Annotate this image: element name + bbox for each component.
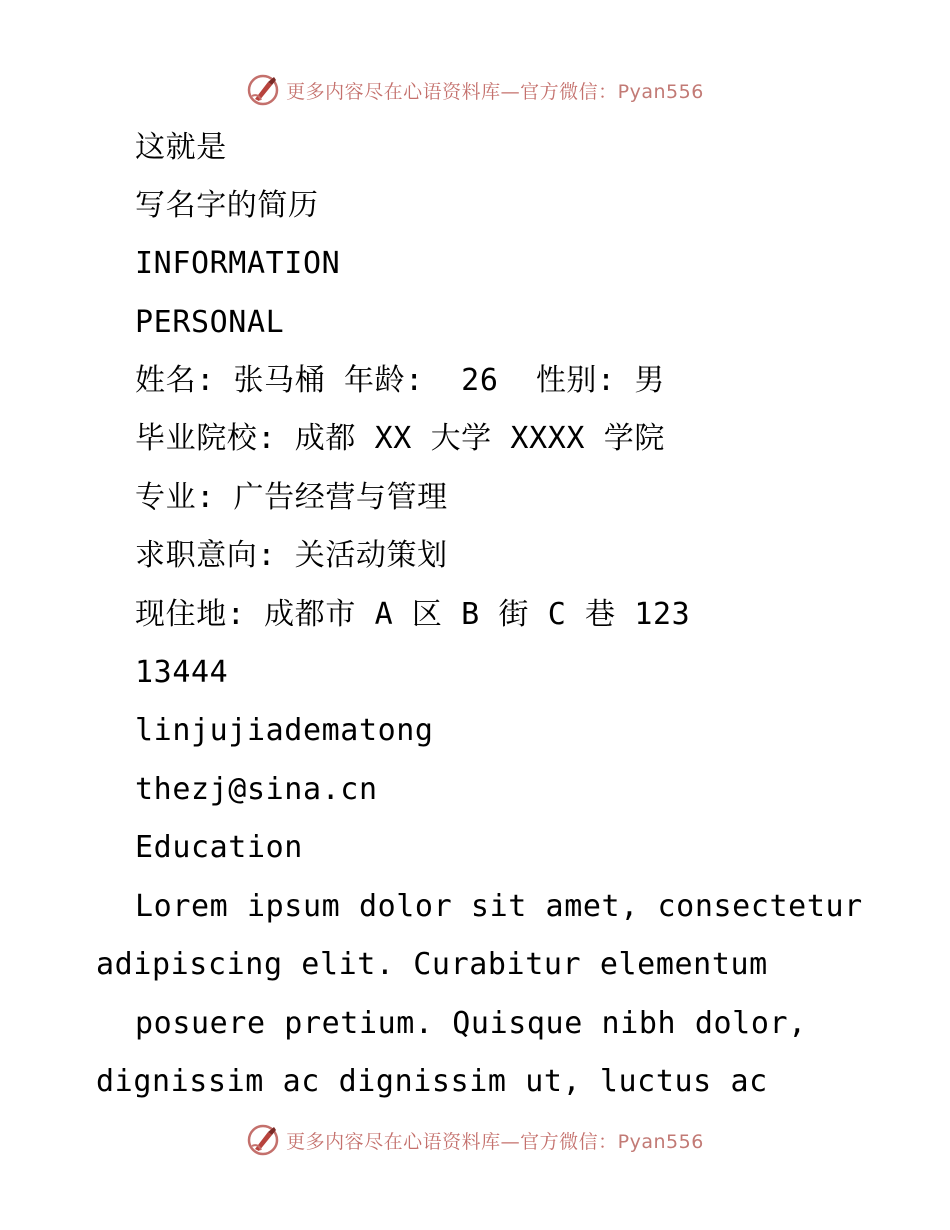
contact-handle: linjujiadematong xyxy=(135,713,434,748)
education-paragraph-line-1: Lorem ipsum dolor sit amet, consectetur xyxy=(135,889,863,924)
watermark-header xyxy=(0,70,950,110)
quill-pen-icon xyxy=(246,73,280,107)
watermark-account: Pyan556 xyxy=(617,1130,704,1153)
education-paragraph-line-3: posuere pretium. Quisque nibh dolor, xyxy=(135,1006,807,1041)
resume-title-line-1: 这就是 xyxy=(135,130,227,165)
watermark-account: Pyan556 xyxy=(617,80,704,103)
watermark-footer xyxy=(0,1120,950,1160)
education-paragraph-line-4: dignissim ac dignissim ut, luctus ac xyxy=(96,1064,768,1099)
watermark-prefix: 更多内容尽在心语资料库—官方微信： xyxy=(286,1130,618,1153)
email-address: thezj@sina.cn xyxy=(135,772,378,807)
personal-basic-info: 姓名: 张马桶 年龄: 26 性别: 男 xyxy=(135,363,665,398)
school-info: 毕业院校: 成都 XX 大学 XXXX 学院 xyxy=(135,421,665,456)
job-intention: 求职意向: 关活动策划 xyxy=(135,538,448,573)
address-info: 现住地: 成都市 A 区 B 街 C 巷 123 xyxy=(135,597,691,632)
quill-pen-icon xyxy=(246,1123,280,1157)
section-heading-information: INFORMATION xyxy=(135,246,341,281)
education-paragraph-line-2: adipiscing elit. Curabitur elementum xyxy=(96,947,768,982)
section-heading-education: Education xyxy=(135,830,303,865)
resume-title-line-2: 写名字的简历 xyxy=(135,188,319,223)
watermark-prefix: 更多内容尽在心语资料库—官方微信： xyxy=(286,80,618,103)
watermark-text xyxy=(286,1127,704,1154)
watermark-text xyxy=(286,77,704,104)
major-info: 专业: 广告经营与管理 xyxy=(135,480,448,515)
phone-number: 13444 xyxy=(135,655,229,690)
section-heading-personal: PERSONAL xyxy=(135,305,285,340)
